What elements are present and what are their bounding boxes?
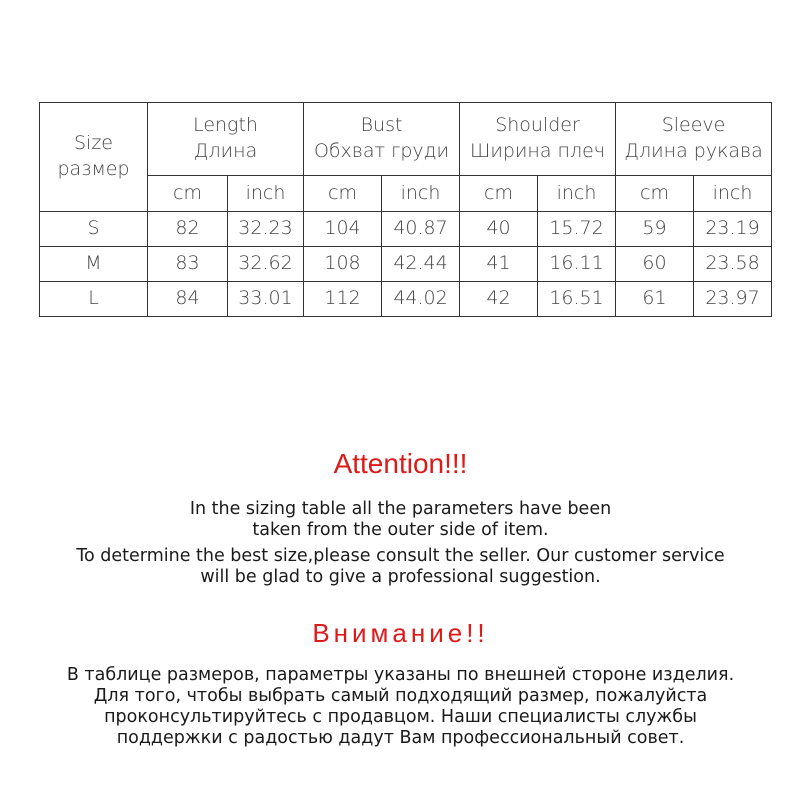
sizing-note-line: taken from the outer side of item.: [252, 520, 549, 540]
consult-note-en: [0, 546, 801, 588]
unit-cell: inch: [228, 176, 304, 212]
table-cell: 16.51: [538, 282, 616, 317]
size-chart-table: [39, 102, 772, 317]
length-header-ru: Длина: [193, 140, 258, 162]
attention-heading-en: Attention!!!: [333, 448, 468, 479]
size-label-cell: L: [40, 282, 148, 317]
length-header-cell: [148, 103, 304, 176]
table-cell: 60: [616, 247, 694, 282]
shoulder-header-en: Shoulder: [495, 114, 580, 137]
table-row: [40, 247, 772, 282]
consult-note-line: will be glad to give a professional suggestion.: [200, 567, 601, 587]
table-cell: 42.44: [382, 247, 460, 282]
table-cell: 40.87: [382, 212, 460, 247]
table-cell: 33.01: [228, 282, 304, 317]
sizing-note-ru: [0, 665, 801, 749]
unit-row: [40, 176, 772, 212]
sizing-note-ru-line: Для того, чтобы выбрать самый подходящий размер, пожалуйста: [93, 686, 708, 706]
sleeve-header-cell: [616, 103, 772, 176]
shoulder-header-ru: Ширина плеч: [470, 140, 605, 162]
table-cell: 40: [460, 212, 538, 247]
shoulder-header-cell: [460, 103, 616, 176]
table-cell: 32.23: [228, 212, 304, 247]
unit-cell: cm: [616, 176, 694, 212]
table-cell: 61: [616, 282, 694, 317]
unit-cell: cm: [460, 176, 538, 212]
sizing-note-ru-line: проконсультируйтесь с продавцом. Наши специалисты службы: [104, 707, 697, 727]
table-cell: 32.62: [228, 247, 304, 282]
table-cell: 23.97: [694, 282, 772, 317]
table-cell: 104: [304, 212, 382, 247]
length-header-en: Length: [193, 114, 258, 137]
bust-header-cell: [304, 103, 460, 176]
table-cell: 112: [304, 282, 382, 317]
sizing-note-en: [0, 499, 801, 541]
table-cell: 23.58: [694, 247, 772, 282]
unit-cell: cm: [148, 176, 228, 212]
table-cell: 41: [460, 247, 538, 282]
size-header-cell: [40, 103, 148, 212]
sizing-note-line: In the sizing table all the parameters have been: [189, 499, 612, 519]
attention-heading-ru: Внимание!!: [312, 618, 489, 648]
sleeve-header-en: Sleeve: [661, 114, 726, 137]
size-label-cell: M: [40, 247, 148, 282]
table-cell: 42: [460, 282, 538, 317]
bust-header-en: Bust: [360, 114, 403, 137]
table-cell: 84: [148, 282, 228, 317]
table-cell: 82: [148, 212, 228, 247]
bust-header-ru: Обхват груди: [313, 140, 450, 162]
unit-cell: cm: [304, 176, 382, 212]
table-header-row: [40, 103, 772, 176]
consult-note-line: To determine the best size,please consult the seller. Our customer service: [76, 546, 725, 566]
unit-cell: inch: [538, 176, 616, 212]
table-cell: 44.02: [382, 282, 460, 317]
size-label-cell: S: [40, 212, 148, 247]
table-row: [40, 212, 772, 247]
sizing-note-ru-line: В таблице размеров, параметры указаны по внешней стороне изделия.: [66, 665, 735, 685]
sizing-note-ru-line: поддержки с радостью дадут Вам профессиональный совет.: [116, 728, 685, 748]
table-cell: 59: [616, 212, 694, 247]
unit-cell: inch: [382, 176, 460, 212]
table-cell: 23.19: [694, 212, 772, 247]
size-header-en: Size: [73, 132, 113, 155]
unit-cell: inch: [694, 176, 772, 212]
table-row: [40, 282, 772, 317]
sleeve-header-ru: Длина рукава: [624, 140, 763, 162]
table-cell: 108: [304, 247, 382, 282]
table-cell: 83: [148, 247, 228, 282]
table-cell: 16.11: [538, 247, 616, 282]
size-header-ru: размер: [57, 158, 130, 180]
table-cell: 15.72: [538, 212, 616, 247]
